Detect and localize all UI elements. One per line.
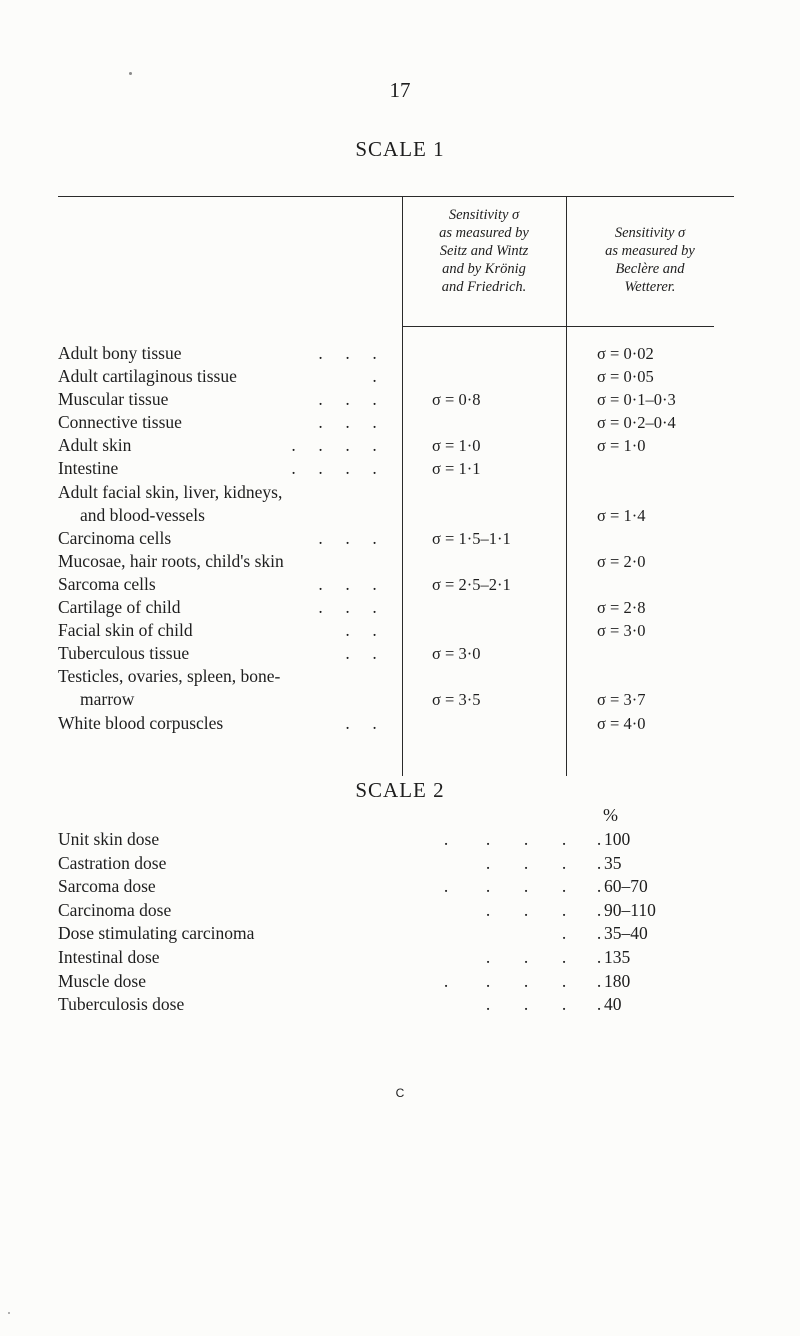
table-row xyxy=(58,665,738,711)
sensitivity-seitz-wintz: σ = 0·8 xyxy=(432,390,481,410)
table-row xyxy=(58,365,738,388)
list-item xyxy=(58,828,738,852)
dose-label: Dose stimulating carcinoma xyxy=(58,923,255,944)
row-label xyxy=(58,388,388,411)
table-row xyxy=(58,388,738,411)
dose-percent: 35 xyxy=(604,852,622,873)
signature-mark: C xyxy=(395,1086,405,1100)
leader-dots: . . xyxy=(345,620,377,641)
row-label xyxy=(58,481,388,527)
row-label xyxy=(58,457,388,480)
leader-dot: . xyxy=(561,994,567,1015)
row-label-text: Adult bony tissue xyxy=(58,343,182,363)
header-line: Sensitivity σ xyxy=(448,207,520,223)
scale-1-rows xyxy=(58,342,738,735)
dose-percent: 100 xyxy=(604,829,631,849)
leader-dots: . . xyxy=(345,643,377,664)
header-line: and by Krönig xyxy=(442,261,526,277)
sensitivity-beclere-wetterer: σ = 3·0 xyxy=(597,621,646,641)
scale-2-rows xyxy=(58,828,738,1017)
list-item xyxy=(58,875,738,899)
sensitivity-beclere-wetterer: σ = 1·4 xyxy=(597,505,646,525)
page-number: 17 xyxy=(389,78,411,102)
leader-dot: . xyxy=(523,852,529,873)
header-line: and Friedrich. xyxy=(441,279,527,295)
table-top-rule xyxy=(58,196,734,197)
leader-dot: . xyxy=(523,946,529,967)
leader-dot: . xyxy=(561,970,567,991)
leader-dot: . xyxy=(485,876,491,897)
sensitivity-seitz-wintz: σ = 1·1 xyxy=(432,459,481,479)
leader-dot: . xyxy=(596,994,602,1015)
sensitivity-seitz-wintz: σ = 2·5–2·1 xyxy=(432,574,511,594)
row-label xyxy=(58,712,388,735)
row-label xyxy=(58,434,388,457)
row-label-text: Carcinoma cells xyxy=(58,527,172,548)
dose-label: Unit skin dose xyxy=(58,829,160,849)
column-header-seitz-wintz xyxy=(402,206,566,296)
leader-dots: . . . xyxy=(318,527,377,548)
leader-dot: . xyxy=(485,946,491,967)
leader-dot: . xyxy=(596,899,602,920)
list-item xyxy=(58,970,738,994)
row-label-text: Tuberculous tissue xyxy=(58,643,190,664)
table-row xyxy=(58,619,738,642)
header-line: as measured by xyxy=(605,243,695,259)
leader-dot: . xyxy=(561,852,567,873)
leader-dots: . . . xyxy=(318,412,377,433)
row-label xyxy=(58,342,388,365)
sensitivity-beclere-wetterer: σ = 0·02 xyxy=(597,344,654,363)
sensitivity-beclere-wetterer: σ = 0·2–0·4 xyxy=(597,413,676,433)
row-label-text: Adult cartilaginous tissue xyxy=(58,366,237,387)
row-label xyxy=(58,596,388,619)
leader-dots: . xyxy=(372,366,377,387)
sensitivity-seitz-wintz: σ = 1·0 xyxy=(432,436,481,456)
row-label-text: Adult skin xyxy=(58,435,132,456)
list-item xyxy=(58,852,738,876)
table-row xyxy=(58,434,738,457)
leader-dot: . xyxy=(561,899,567,920)
table-row xyxy=(58,596,738,619)
percent-column-header: % xyxy=(603,805,618,825)
row-label xyxy=(58,550,388,573)
header-rule xyxy=(402,326,566,327)
dose-percent: 60–70 xyxy=(604,876,648,897)
leader-dot: . xyxy=(523,829,529,849)
sensitivity-beclere-wetterer: σ = 1·0 xyxy=(597,436,646,456)
table-row xyxy=(58,481,738,527)
leader-dot: . xyxy=(596,923,602,944)
table-row xyxy=(58,411,738,434)
sensitivity-beclere-wetterer: σ = 2·0 xyxy=(597,551,646,571)
header-line: Wetterer. xyxy=(624,279,676,295)
leader-dot: . xyxy=(596,829,602,849)
leader-dots: . . . . xyxy=(291,458,377,479)
dose-label: Carcinoma dose xyxy=(58,899,172,920)
row-label xyxy=(58,619,388,642)
row-label xyxy=(58,665,388,711)
column-header-beclere-wetterer xyxy=(566,224,734,296)
row-label-text: White blood corpuscles xyxy=(58,712,224,733)
dose-percent: 40 xyxy=(604,994,622,1015)
row-label-continuation: marrow xyxy=(80,689,135,710)
list-item xyxy=(58,899,738,923)
leader-dot: . xyxy=(443,829,449,849)
leader-dot: . xyxy=(443,970,449,991)
leader-dot: . xyxy=(485,829,491,849)
row-label-continuation: and blood-vessels xyxy=(80,504,205,525)
row-label-text: Cartilage of child xyxy=(58,597,181,618)
leader-dot: . xyxy=(561,876,567,897)
leader-dot: . xyxy=(596,970,602,991)
row-label-text: Facial skin of child xyxy=(58,620,193,641)
dose-label: Tuberculosis dose xyxy=(58,994,185,1015)
row-label-text: Muscular tissue xyxy=(58,389,169,410)
dose-label: Castration dose xyxy=(58,852,167,873)
leader-dot: . xyxy=(523,899,529,920)
row-label-text: Sarcoma cells xyxy=(58,573,156,594)
leader-dot: . xyxy=(561,946,567,967)
sensitivity-beclere-wetterer: σ = 2·8 xyxy=(597,598,646,618)
dose-label: Intestinal dose xyxy=(58,946,160,967)
leader-dot: . xyxy=(561,829,567,849)
sensitivity-beclere-wetterer: σ = 4·0 xyxy=(597,713,646,733)
sensitivity-seitz-wintz: σ = 3·0 xyxy=(432,644,481,664)
leader-dot: . xyxy=(523,876,529,897)
leader-dots: . . xyxy=(345,712,377,733)
leader-dot: . xyxy=(596,876,602,897)
row-label-text: Mucosae, hair roots, child's skin xyxy=(58,550,284,571)
dose-percent: 180 xyxy=(604,970,631,991)
dose-percent: 90–110 xyxy=(604,899,656,920)
leader-dot: . xyxy=(523,994,529,1015)
sensitivity-beclere-wetterer: σ = 3·7 xyxy=(597,690,646,710)
leader-dots: . . . xyxy=(318,597,377,618)
scale-1-title: SCALE 1 xyxy=(355,137,445,161)
sensitivity-beclere-wetterer: σ = 0·05 xyxy=(597,367,654,387)
list-item xyxy=(58,922,738,946)
leader-dots: . . . xyxy=(318,343,377,363)
header-rule xyxy=(566,326,714,327)
header-line: Beclère and xyxy=(615,261,685,277)
leader-dot: . xyxy=(485,970,491,991)
table-row xyxy=(58,573,738,596)
header-line: Sensitivity σ xyxy=(614,225,686,241)
leader-dot: . xyxy=(596,946,602,967)
row-label xyxy=(58,411,388,434)
leader-dot: . xyxy=(485,852,491,873)
list-item xyxy=(58,946,738,970)
table-row xyxy=(58,342,738,365)
leader-dot: . xyxy=(596,852,602,873)
table-row xyxy=(58,527,738,550)
header-line: Seitz and Wintz xyxy=(439,243,529,259)
row-label-text: Adult facial skin, liver, kidneys, xyxy=(58,481,283,502)
table-row xyxy=(58,642,738,665)
row-label xyxy=(58,642,388,665)
table-row xyxy=(58,457,738,480)
row-label xyxy=(58,527,388,550)
leader-dot: . xyxy=(485,899,491,920)
sensitivity-beclere-wetterer: σ = 0·1–0·3 xyxy=(597,390,676,410)
header-line: as measured by xyxy=(439,225,529,241)
leader-dot: . xyxy=(561,923,567,944)
sensitivity-seitz-wintz: σ = 1·5–1·1 xyxy=(432,528,511,548)
table-row xyxy=(58,550,738,573)
leader-dots: . . . xyxy=(318,573,377,594)
row-label-text: Intestine xyxy=(58,458,119,479)
list-item xyxy=(58,993,738,1017)
leader-dots: . . . . xyxy=(291,435,377,456)
row-label xyxy=(58,573,388,596)
print-speck xyxy=(8,1312,10,1314)
leader-dots: . . . xyxy=(318,389,377,410)
scale-2-title: SCALE 2 xyxy=(355,778,445,802)
row-label xyxy=(58,365,388,388)
dose-label: Muscle dose xyxy=(58,970,146,991)
row-label-text: Connective tissue xyxy=(58,412,182,433)
table-row xyxy=(58,712,738,735)
dose-label: Sarcoma dose xyxy=(58,876,156,897)
leader-dot: . xyxy=(443,876,449,897)
sensitivity-seitz-wintz: σ = 3·5 xyxy=(432,690,481,710)
dose-percent: 135 xyxy=(604,946,631,967)
print-speck xyxy=(129,72,132,75)
scale-1-table xyxy=(58,196,738,776)
row-label-text: Testicles, ovaries, spleen, bone- xyxy=(58,666,281,687)
leader-dot: . xyxy=(523,970,529,991)
leader-dot: . xyxy=(485,994,491,1015)
dose-percent: 35–40 xyxy=(604,923,648,944)
